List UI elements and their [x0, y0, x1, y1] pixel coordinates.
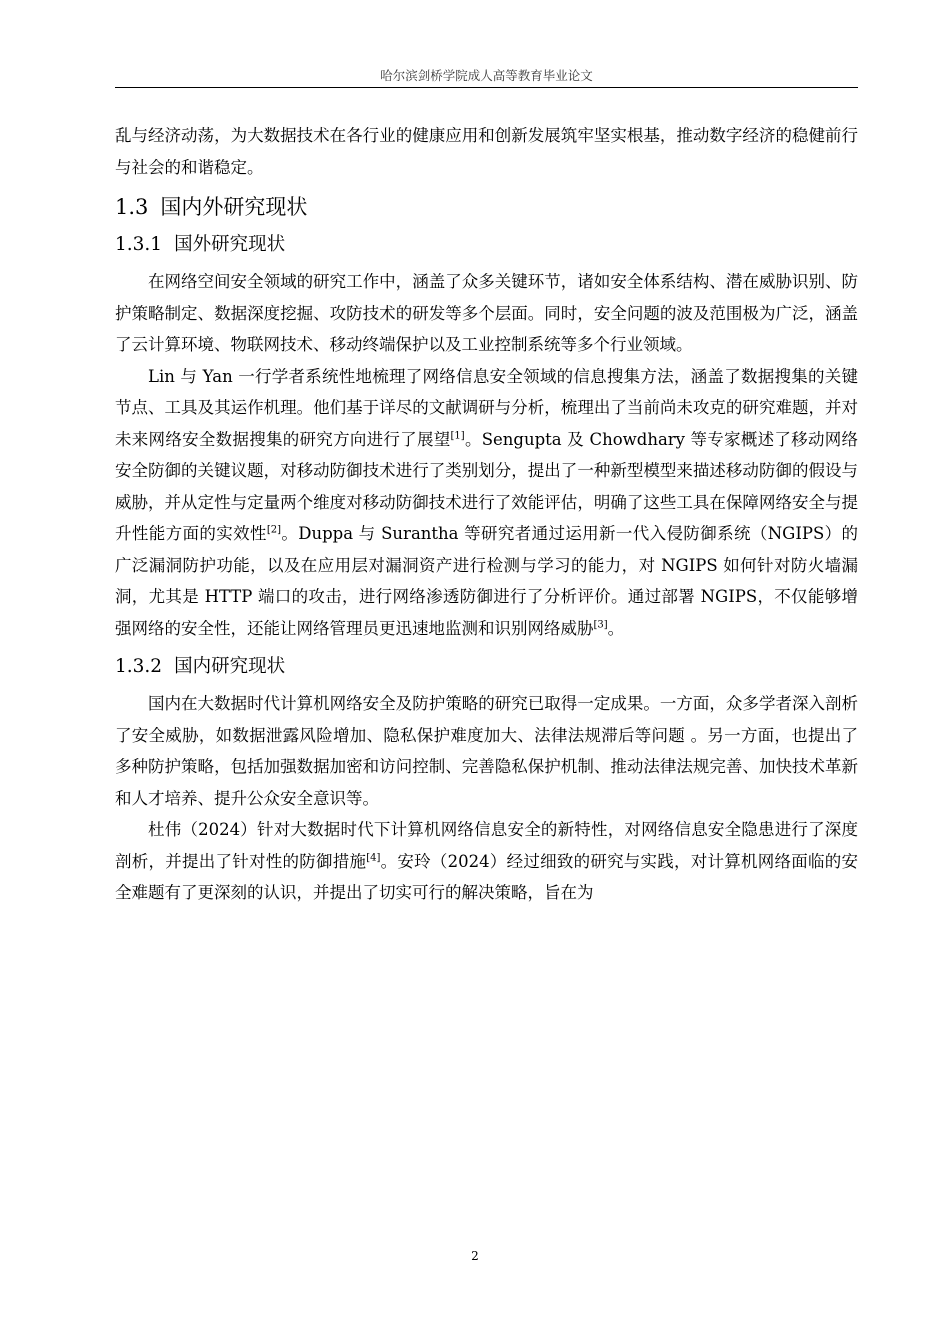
subsection-heading-1-3-1	[115, 230, 858, 260]
citation-4: [4]	[366, 852, 381, 863]
text-segment: 杜伟（2024）针对大数据时代下计算机网络信息安全的新特性，对网络信息安全隐患进行了深度剖析，并提出了针对性的防御措施	[115, 820, 858, 871]
citation-2: [2]	[266, 524, 281, 536]
subsection-title: 国外研究现状	[174, 234, 286, 255]
paragraph-foreign-overview: 在网络空间安全领域的研究工作中，涵盖了众多关键环节，诸如安全体系结构、潜在威胁识别、防护策略制定、数据深度挖掘、攻防技术的研发等多个层面。同时，安全问题的波及范围极为广泛，涵盖了云计算环境、物联网技术、移动终端保护以及工业控制系统等多个行业领域。	[115, 272, 858, 354]
page-number: 2	[471, 1249, 479, 1263]
citation-3: [3]	[593, 619, 608, 630]
text-segment: 。安玲（2024）经过细致的研究与实践，对计算机网络面临的安全难题有了更深刻的认识，并提出了切实可行的解决策略，旨在为	[115, 851, 859, 902]
page-body	[115, 120, 858, 909]
text-segment: 。Sengupta 及 Chowdhary 等专家概述了移动网络安全防御的关键议题，对移动防御技术进行了类别划分，提出了一种新型模型来描述移动防御的假设与威胁，并从定性与定量两个维度对移动防御技术进行了效能评估，明确了这些工具在保障网络安全与提升性能方面的实效性	[115, 429, 858, 543]
subsection-title: 国内研究现状	[174, 656, 286, 677]
subsection-number: 1.3.1	[115, 234, 163, 255]
subsection-number: 1.3.2	[115, 656, 163, 677]
text-segment: Lin 与 Yan 一行学者系统性地梳理了网络信息安全领域的信息搜集方法，涵盖了数据搜集的关键节点、工具及其运作机理。他们基于详尽的文献调研与分析，梳理出了当前尚未攻克的研究难题，并对未来网络安全数据搜集的研究方向进行了展望	[115, 366, 858, 449]
paragraph-foreign-studies	[115, 361, 858, 645]
section-heading-1-3	[115, 192, 858, 222]
subsection-heading-1-3-2	[115, 652, 858, 682]
running-header: 哈尔滨剑桥学院成人高等教育毕业论文	[380, 68, 593, 83]
section-number: 1.3	[115, 195, 149, 219]
text-segment: 。Duppa 与 Surantha 等研究者通过运用新一代入侵防御系统（NGIPS）的广泛漏洞防护功能，以及在应用层对漏洞资产进行检测与学习的能力，对 NGIPS 如何针对防火墙漏洞，尤其是 HTTP 端口的攻击，进行网络渗透防御进行了分析评价。通过部署 NGIPS，不仅能够增强网络的安全性，还能让网络管理员更迅速地监测和识别网络威胁	[115, 524, 858, 638]
text-segment: 。	[607, 618, 625, 638]
section-title: 国内外研究现状	[160, 195, 308, 219]
paragraph-continued: 乱与经济动荡，为大数据技术在各行业的健康应用和创新发展筑牢坚实根基，推动数字经济的稳健前行与社会的和谐稳定。	[115, 126, 858, 177]
citation-1: [1]	[450, 430, 465, 441]
paragraph-domestic-studies	[115, 814, 858, 909]
paragraph-domestic-overview: 国内在大数据时代计算机网络安全及防护策略的研究已取得一定成果。一方面，众多学者深入剖析了安全威胁，如数据泄露风险增加、隐私保护难度加大、法律法规滞后等问题 。另一方面，也提出了多种防护策略，包括加强数据加密和访问控制、完善隐私保护机制、推动法律法规完善、加快技术革新和人才培养、提升公众安全意识等。	[115, 694, 858, 808]
header-rule	[115, 87, 858, 88]
